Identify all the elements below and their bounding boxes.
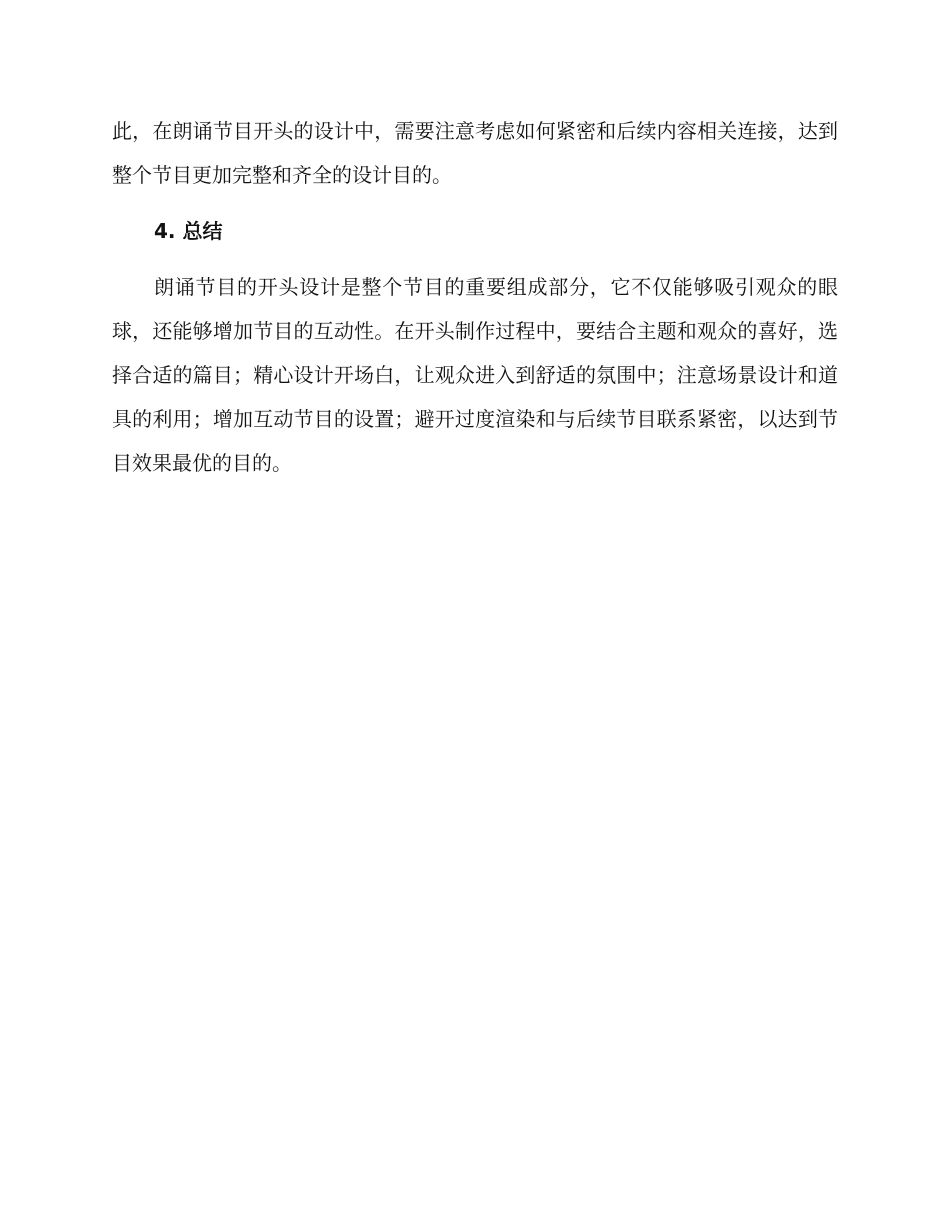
summary-paragraph: 朗诵节目的开头设计是整个节目的重要组成部分，它不仅能够吸引观众的眼球，还能够增加节目的互动性。在开头制作过程中，要结合主题和观众的喜好，选择合适的篇目；精心设计开场白，让观众进入到舒适的氛围中；注意场景设计和道具的利用；增加互动节目的设置；避开过度渲染和与后续节目联系紧密，以达到节目效果最优的目的。 [112,275,838,475]
document-page [112,109,838,485]
section-heading: 4. 总结 [154,219,223,243]
continued-paragraph: 此，在朗诵节目开头的设计中，需要注意考虑如何紧密和后续内容相关连接，达到整个节目更加完整和齐全的设计目的。 [112,119,838,187]
